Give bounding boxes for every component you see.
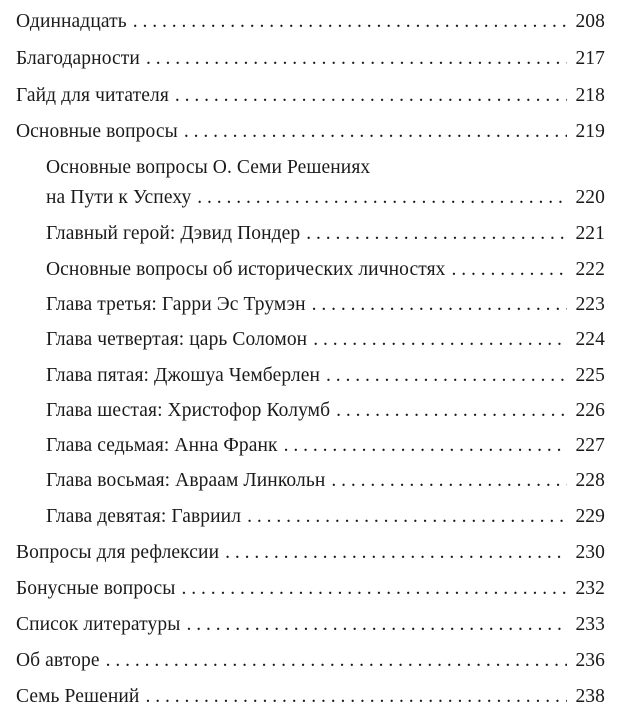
toc-entry-title: Список литературы bbox=[16, 614, 181, 635]
toc-entry-page: 219 bbox=[575, 121, 605, 142]
toc-entry-title-line1: Основные вопросы О. Семи Решениях bbox=[46, 157, 371, 178]
dot-leader bbox=[312, 291, 567, 319]
toc-entry-title: Глава третья: Гарри Эс Трумэн bbox=[46, 294, 306, 315]
toc-entry bbox=[46, 467, 605, 495]
toc-entry-title: Глава девятая: Гавриил bbox=[46, 506, 242, 527]
toc-entry-title: Глава четвертая: царь Соломон bbox=[46, 329, 308, 350]
toc-entry-title: Глава седьмая: Анна Франк bbox=[46, 435, 278, 456]
toc-entry bbox=[16, 539, 605, 567]
toc-entry-page: 232 bbox=[575, 578, 605, 599]
toc-entry-page: 230 bbox=[575, 542, 605, 563]
toc-entry bbox=[16, 611, 605, 639]
toc-entry-title: Главный герой: Дэвид Пондер bbox=[46, 223, 301, 244]
toc-entry-page: 238 bbox=[575, 686, 605, 707]
dot-leader bbox=[326, 362, 567, 390]
toc-entry bbox=[16, 82, 605, 110]
toc-entry-title: Вопросы для рефлексии bbox=[16, 542, 220, 563]
toc-entry bbox=[16, 647, 605, 675]
toc-entry-page: 222 bbox=[575, 259, 605, 280]
dot-leader bbox=[225, 539, 567, 567]
toc-entry-title: Глава пятая: Джошуа Чемберлен bbox=[46, 365, 321, 386]
dot-leader bbox=[197, 184, 567, 212]
toc-entry-page: 229 bbox=[575, 506, 605, 527]
toc-entry-page: 208 bbox=[575, 11, 605, 32]
toc-entry-page: 224 bbox=[575, 329, 605, 350]
dot-leader bbox=[145, 683, 567, 711]
toc-entry bbox=[16, 683, 605, 711]
toc-entry-title: Благодарности bbox=[16, 48, 140, 69]
toc-entry bbox=[46, 432, 605, 460]
toc-entry-title-line2: на Пути к Успеху bbox=[46, 187, 192, 208]
toc-entry bbox=[46, 154, 605, 212]
toc-entry-title: Основные вопросы bbox=[16, 121, 178, 142]
toc-entry-title: Основные вопросы об исторических личностях bbox=[46, 259, 446, 280]
toc-entry bbox=[16, 118, 605, 146]
dot-leader bbox=[186, 611, 567, 639]
toc-entry-page: 236 bbox=[575, 650, 605, 671]
toc-entry bbox=[46, 291, 605, 319]
toc-entry-page: 226 bbox=[575, 400, 605, 421]
toc-entry bbox=[46, 220, 605, 248]
dot-leader bbox=[452, 256, 567, 284]
toc-entry-title: Об авторе bbox=[16, 650, 100, 671]
dot-leader bbox=[247, 503, 567, 531]
toc-entry-page: 221 bbox=[575, 223, 605, 244]
dot-leader bbox=[184, 118, 567, 146]
toc-entry-page: 217 bbox=[575, 48, 605, 69]
toc-entry bbox=[16, 575, 605, 603]
dot-leader bbox=[175, 82, 567, 110]
toc-entry-title: Семь Решений bbox=[16, 686, 140, 707]
toc-entry-title: Бонусные вопросы bbox=[16, 578, 176, 599]
dot-leader bbox=[313, 326, 567, 354]
dot-leader bbox=[306, 220, 567, 248]
toc-entry-page: 228 bbox=[575, 470, 605, 491]
toc-entry-page: 225 bbox=[575, 365, 605, 386]
dot-leader bbox=[133, 8, 567, 36]
toc-entry bbox=[46, 362, 605, 390]
toc-entry-page: 227 bbox=[575, 435, 605, 456]
dot-leader bbox=[284, 432, 567, 460]
dot-leader bbox=[181, 575, 567, 603]
toc-entry-title: Глава шестая: Христофор Колумб bbox=[46, 400, 331, 421]
toc-entry bbox=[16, 8, 605, 36]
toc-entry-page: 223 bbox=[575, 294, 605, 315]
toc-entry bbox=[46, 326, 605, 354]
toc-entry-page: 233 bbox=[575, 614, 605, 635]
toc-entry-title: Одиннадцать bbox=[16, 11, 127, 32]
toc-entry bbox=[46, 397, 605, 425]
toc-entry-title: Гайд для читателя bbox=[16, 85, 169, 106]
toc-entry bbox=[46, 256, 605, 284]
dot-leader bbox=[331, 467, 567, 495]
toc-entry bbox=[16, 45, 605, 73]
dot-leader bbox=[336, 397, 567, 425]
toc-entry bbox=[46, 503, 605, 531]
toc-entry-title: Глава восьмая: Авраам Линкольн bbox=[46, 470, 326, 491]
toc-entry-page: 220 bbox=[575, 187, 605, 208]
dot-leader bbox=[146, 45, 567, 73]
toc-entry-page: 218 bbox=[575, 85, 605, 106]
dot-leader bbox=[106, 647, 567, 675]
